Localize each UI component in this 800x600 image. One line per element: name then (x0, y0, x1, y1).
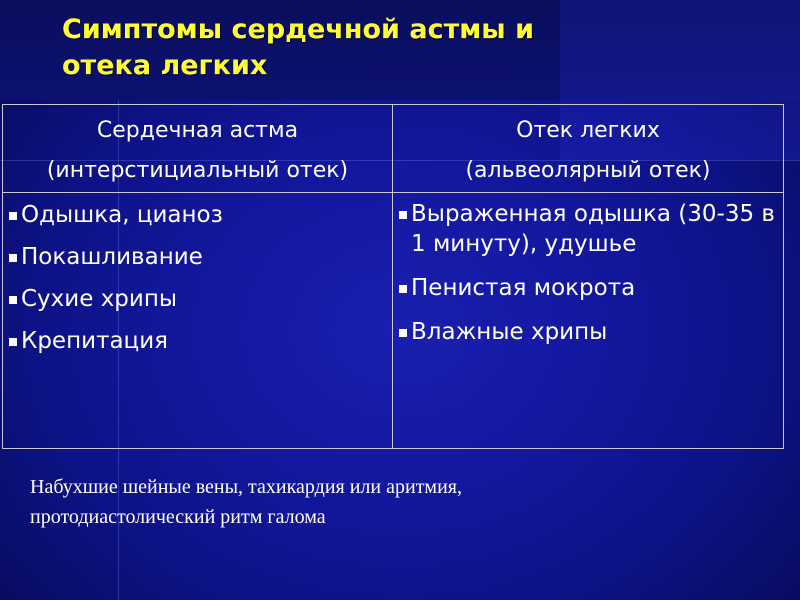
slide-title (62, 12, 702, 84)
list-item: Сухие хрипы (9, 283, 388, 315)
list-item: Одышка, цианоз (9, 199, 388, 231)
symptoms-table (2, 104, 784, 449)
common-signs-note (30, 472, 650, 532)
note-line-1: Набухшие шейные вены, тахикардия или аритмия, (30, 476, 462, 498)
header-pulmonary-edema-line-2: (альвеолярный отек) (465, 158, 711, 183)
list-item: Крепитация (9, 325, 388, 357)
slide-title-line-2: отека легких (62, 50, 268, 81)
table-body-row (3, 193, 784, 449)
pulmonary-edema-symptoms-cell (393, 193, 784, 449)
header-cardiac-asthma-line-1: Сердечная астма (96, 118, 299, 143)
header-cardiac-asthma (3, 105, 393, 193)
list-item: Пенистая мокрота (399, 273, 779, 303)
note-line-2: протодиастолический ритм галома (30, 506, 326, 528)
slide-title-line-1: Симптомы сердечной астмы и (62, 14, 535, 45)
pulmonary-edema-symptom-list (399, 199, 779, 347)
cardiac-asthma-symptom-list (9, 199, 388, 357)
header-pulmonary-edema-line-1: Отек легких (516, 118, 660, 143)
list-item: Покашливание (9, 241, 388, 273)
header-pulmonary-edema (393, 105, 784, 193)
table-header-row (3, 105, 784, 193)
header-cardiac-asthma-line-2: (интерстициальный отек) (46, 158, 349, 183)
list-item: Выраженная одышка (30-35 в 1 минуту), удушье (399, 199, 779, 259)
cardiac-asthma-symptoms-cell (3, 193, 393, 449)
list-item: Влажные хрипы (399, 317, 779, 347)
